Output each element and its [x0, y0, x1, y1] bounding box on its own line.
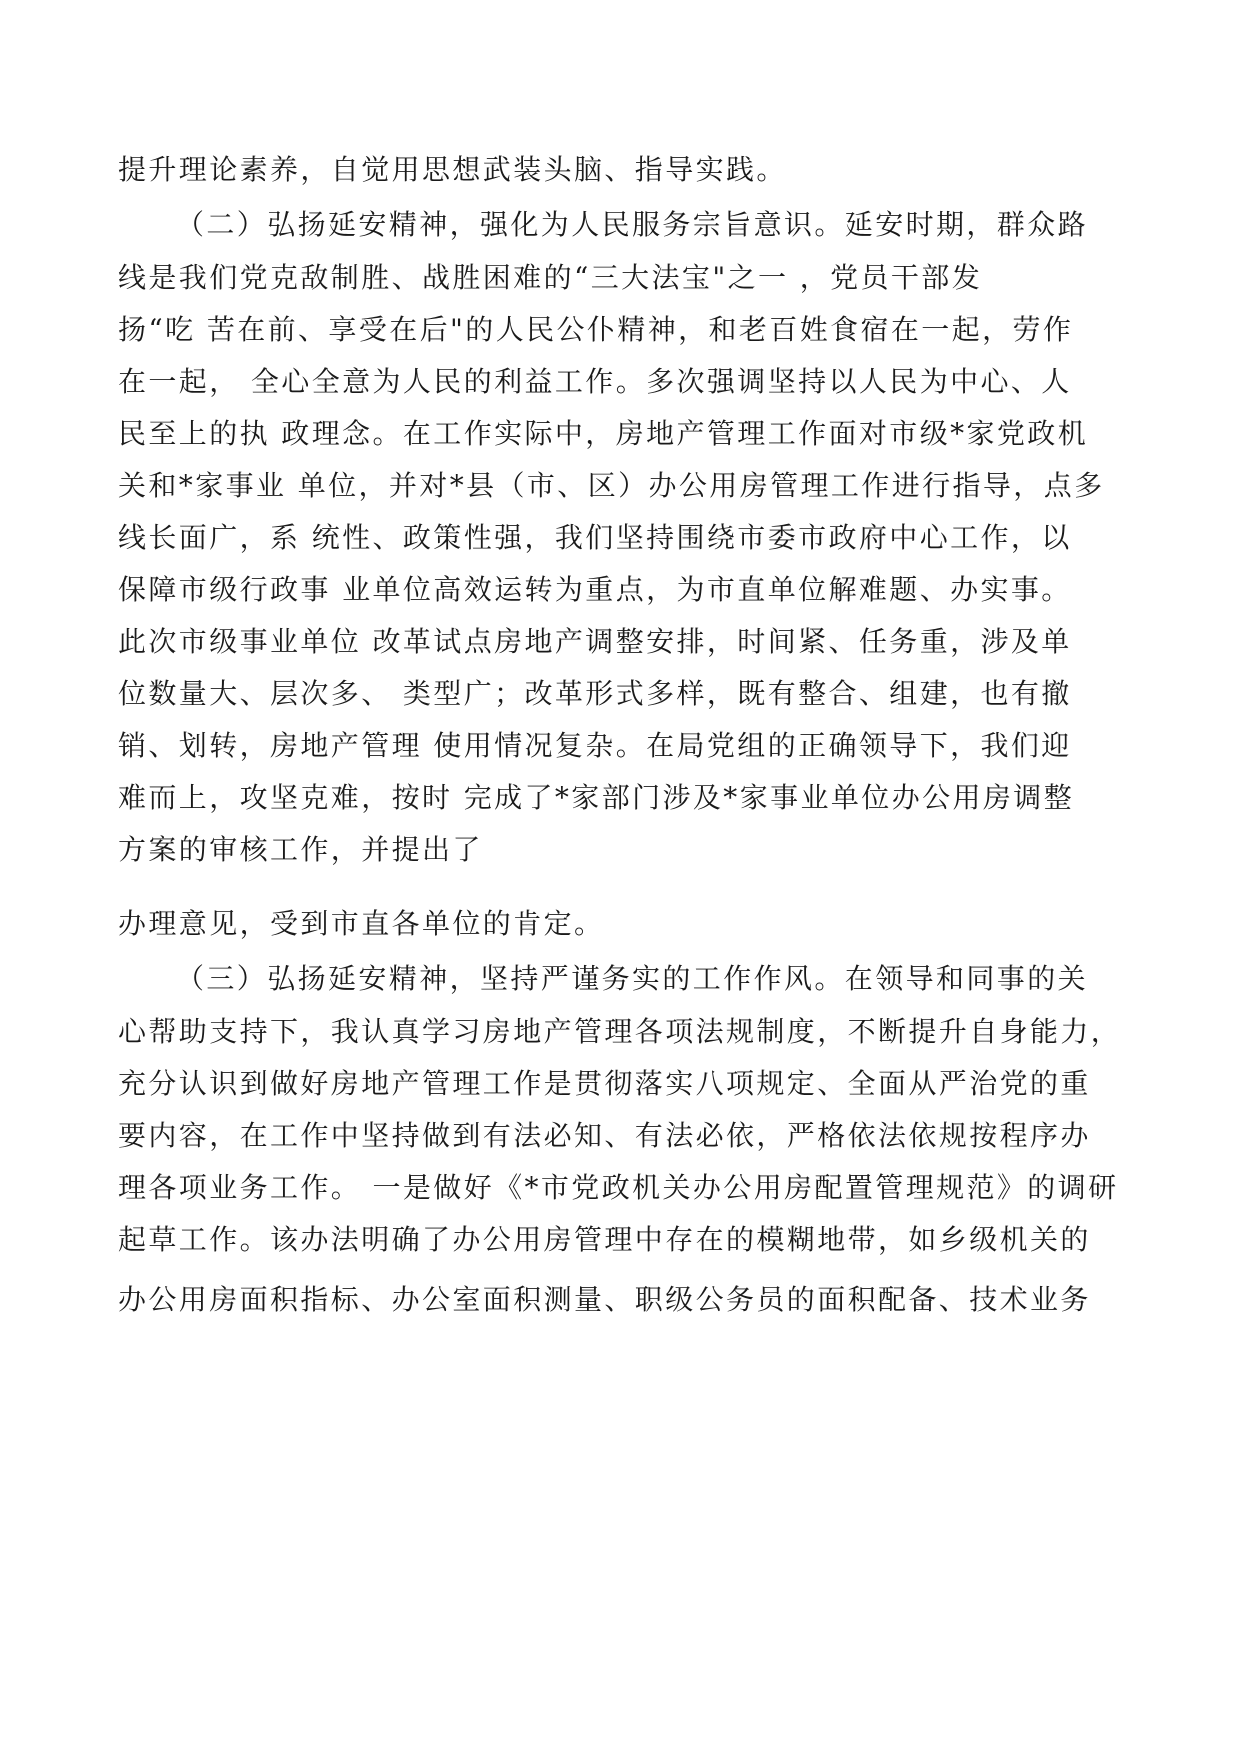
text-line: 心帮助支持下，我认真学习房地产管理各项法规制度，不断提升自身能力，: [118, 1015, 1122, 1048]
text-line: 起草工作。该办法明确了办公用房管理中存在的模糊地带，如乡级机关的: [118, 1223, 1091, 1256]
text-line: 关和*家事业 单位，并对*县（市、区）办公用房管理工作进行指导，点多: [118, 469, 1105, 502]
text-line: 此次市级事业单位 改革试点房地产调整安排，时间紧、任务重，涉及单: [118, 625, 1072, 658]
text-line: 难而上，攻坚克难，按时 完成了*家部门涉及*家事业单位办公用房调整: [118, 781, 1075, 814]
text-line: 提升理论素养，自觉用思想武装头脑、指导实践。: [118, 153, 787, 186]
text-line: 线是我们党克敌制胜、战胜困难的“三大法宝"之一 ，党员干部发: [118, 261, 983, 294]
text-line: 要内容，在工作中坚持做到有法必知、有法必依，严格依法依规按程序办: [118, 1119, 1091, 1152]
text-line: （二）弘扬延安精神，强化为人民服务宗旨意识。延安时期，群众路: [176, 208, 1089, 241]
text-line: 办公用房面积指标、办公室面积测量、职级公务员的面积配备、技术业务: [118, 1283, 1091, 1316]
text-line: （三）弘扬延安精神，坚持严谨务实的工作作风。在领导和同事的关: [176, 962, 1089, 995]
text-line: 位数量大、层次多、 类型广；改革形式多样，既有整合、组建，也有撤: [118, 677, 1072, 710]
text-line: 充分认识到做好房地产管理工作是贯彻落实八项规定、全面从严治党的重: [118, 1067, 1091, 1100]
text-line: 线长面广，系 统性、政策性强，我们坚持围绕市委市政府中心工作，以: [118, 521, 1072, 554]
text-line: 保障市级行政事 业单位高效运转为重点，为市直单位解难题、办实事。: [118, 573, 1072, 606]
text-line: 民至上的执 政理念。在工作实际中，房地产管理工作面对市级*家党政机: [118, 417, 1089, 450]
text-line: 在一起， 全心全意为人民的利益工作。多次强调坚持以人民为中心、人: [118, 365, 1072, 398]
text-line: 方案的审核工作，并提出了: [118, 833, 483, 866]
text-line: 办理意见，受到市直各单位的肯定。: [118, 907, 605, 940]
text-line: 扬“吃 苦在前、享受在后"的人民公仆精神，和老百姓食宿在一起，劳作: [118, 313, 1074, 346]
text-line: 销、划转，房地产管理 使用情况复杂。在局党组的正确领导下，我们迎: [118, 729, 1072, 762]
text-line: 理各项业务工作。 一是做好《*市党政机关办公用房配置管理规范》的调研: [118, 1171, 1119, 1204]
